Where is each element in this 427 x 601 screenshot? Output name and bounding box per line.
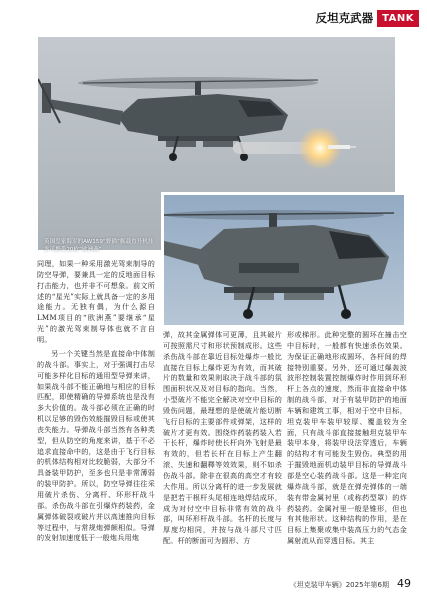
page-footer [290,577,411,590]
body-paragraph: 弹，故其金属弹体可更薄，且其破片可按照需尺寸和形状预制成形。这些杀伤战斗部在靠近目标处爆炸一般比直接在目标上爆炸更为有效，而其破片的数量和效果则取决于战斗部的氛围面积状况及对目标的指向。当然，小型破片不能完全解决对空中目标的毁伤问题，最理想的是使破片能切断飞行目标的主要部件或弹架，这样的破片才更有效。围绕炸药装药装入若干长杆，爆炸时使长杆向外飞射是最有效的，但若长杆在目标上产生翻滚、失速和翻釋等效效果，则不如杀伤战斗部。除非在很高的高空才有较大作用。所以分离杆的进一步发展就是把若干根杆头尾相连地焊结成环，成为对付空中目标非常有效的战斗部，叫环形杆战斗部。名杆的长度与厚度均相同，并按与战斗部尺寸匹配。杆的断面可为圆形、方 [163,330,282,546]
body-column-1-top [37,259,155,346]
magazine-issue: 《坦克装甲车辆》2025年第6期 [289,581,389,589]
helicopter-illustration [164,195,404,325]
section-header [316,8,419,28]
body-paragraph: 形或梯形。此种完整的圆环在撞击空中目标时，一般都有快速杀伤效果。为保证正确地形成圆环，各杆间的焊接特别重要。另外，还可通过爆轰波波形控制装置控制爆炸时作用到环形杆上各点的速度，然而非直接命中体制的战斗部，对于有装甲防护的地面车辆和建筑工事，相对于空中目标，坦克装甲车装甲较厚、覆盖较为全面，只有战斗部直接接触坦克装甲车装甲本身，将装甲设法穿透后，车辆的结构才有可能发生毁伤。典型的用于摧毁地面机动装甲目标的导弹战斗部是空心装药战斗部。这是一种定向爆炸战斗部，就是在弹壳弹体的一端装有带金属衬里（或称药型罩）的炸药装药。金属衬里一般是锥形，但也有其他形状。这种结构的作用，是在目标上集聚或集中装高压力的气态金属射流从而穿透目标。其主 [287,330,407,546]
section-tag: TANK [377,10,419,27]
section-title: 反坦克武器 [315,11,374,25]
page-number: 49 [397,577,411,590]
body-paragraph: 另一个关键当然是直接命中体制的战斗部。事实上，对于强调打击尽可能多样化目标的通用型导弹来讲，如果战斗部不能正确地与相应的目标匹配，即使精确的导弹系统也是没有多大价值的。战斗部必须在正确的时机以足够的毁伤效能摧毁目标或使其丧失能力。导弹战斗部当然有各种类型，但从防空的角度来讲，基于不必追求直接命中的，这是由于飞行目标的机体结构相对比较脆弱，大部分不具备装甲防护，至多也只是非常薄弱的装甲防护。所以，防空导弹往往采用破片杀伤、分离杆、环形杆战斗部。杀伤战斗部在引爆炸药装药，金属弹体破裂或破片并以高速推向目标等过程中，与常规炮弹颇相似。导弹的发射加速度低于一般炮兵用炮 [37,349,155,543]
body-paragraph: 同理，如果一种采用激光驾束制导的防空导弹，要兼具一定的反地面目标打击能力，也并非不可想象。前文所述的“星光”实际上就具备一定的多用途能力。无独有偶，为什么源自LMM项目的“欧洲燕”要继承“星光”的激光驾束制导体也就不言自明。 [37,259,155,344]
body-column-3 [287,330,407,547]
photo-caption: 英国皇家海军的AW159“野猫”舰载直升机挂多可携带20枚“欧洲燕” [44,239,154,253]
body-column-2 [163,330,282,547]
body-column-1 [37,349,155,544]
photo-helicopter-closeup [161,192,407,328]
